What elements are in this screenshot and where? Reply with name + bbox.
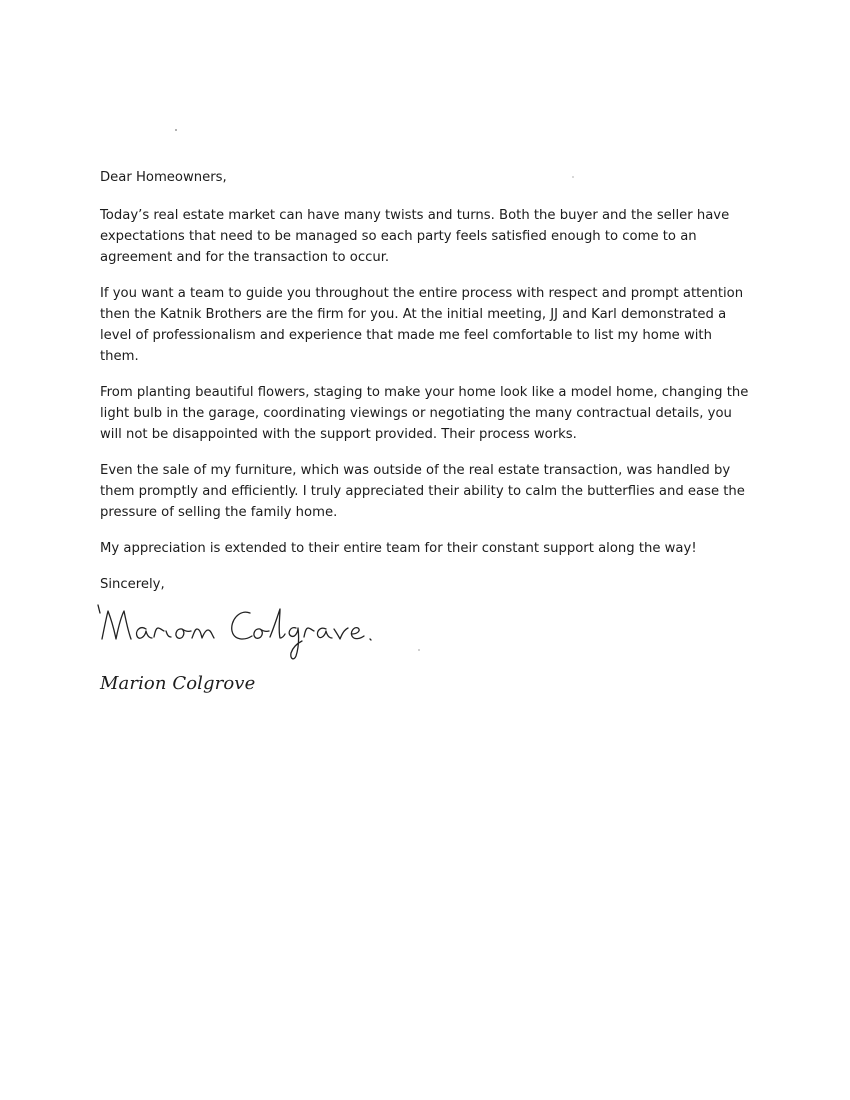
scan-speck — [175, 129, 177, 131]
printed-name: Marion Colgrove — [100, 673, 256, 694]
letter-paragraph: Even the sale of my furniture, which was outside of the real estate transaction, was handled by them promptly and efficiently. I truly appreciated their ability to calm the butterflies and ease the pressure of selling the family home. — [100, 463, 745, 520]
letter-paragraph: Today’s real estate market can have many twists and turns. Both the buyer and the seller have expectations that need to be managed so each party feels satisfied enough to come to an agreement and for the transaction to occur. — [100, 208, 730, 265]
salutation: Dear Homeowners, — [100, 170, 227, 185]
letter-paragraph: If you want a team to guide you throughout the entire process with respect and prompt attention then the Katnik Brothers are the firm for you. At the initial meeting, JJ and Karl demonstrated a level of professionalism and experience that made me feel comfortable to list my home with them. — [100, 286, 744, 364]
closing: Sincerely, — [100, 577, 165, 592]
handwritten-signature — [94, 601, 414, 663]
letter-paragraph: My appreciation is extended to their entire team for their constant support along the way! — [100, 541, 697, 556]
letter-body — [100, 167, 750, 694]
letter-paragraph: From planting beautiful flowers, staging to make your home look like a model home, changing the light bulb in the garage, coordinating viewings or negotiating the many contractual details, you will not be disappointed with the support provided. Their process works. — [100, 385, 749, 442]
